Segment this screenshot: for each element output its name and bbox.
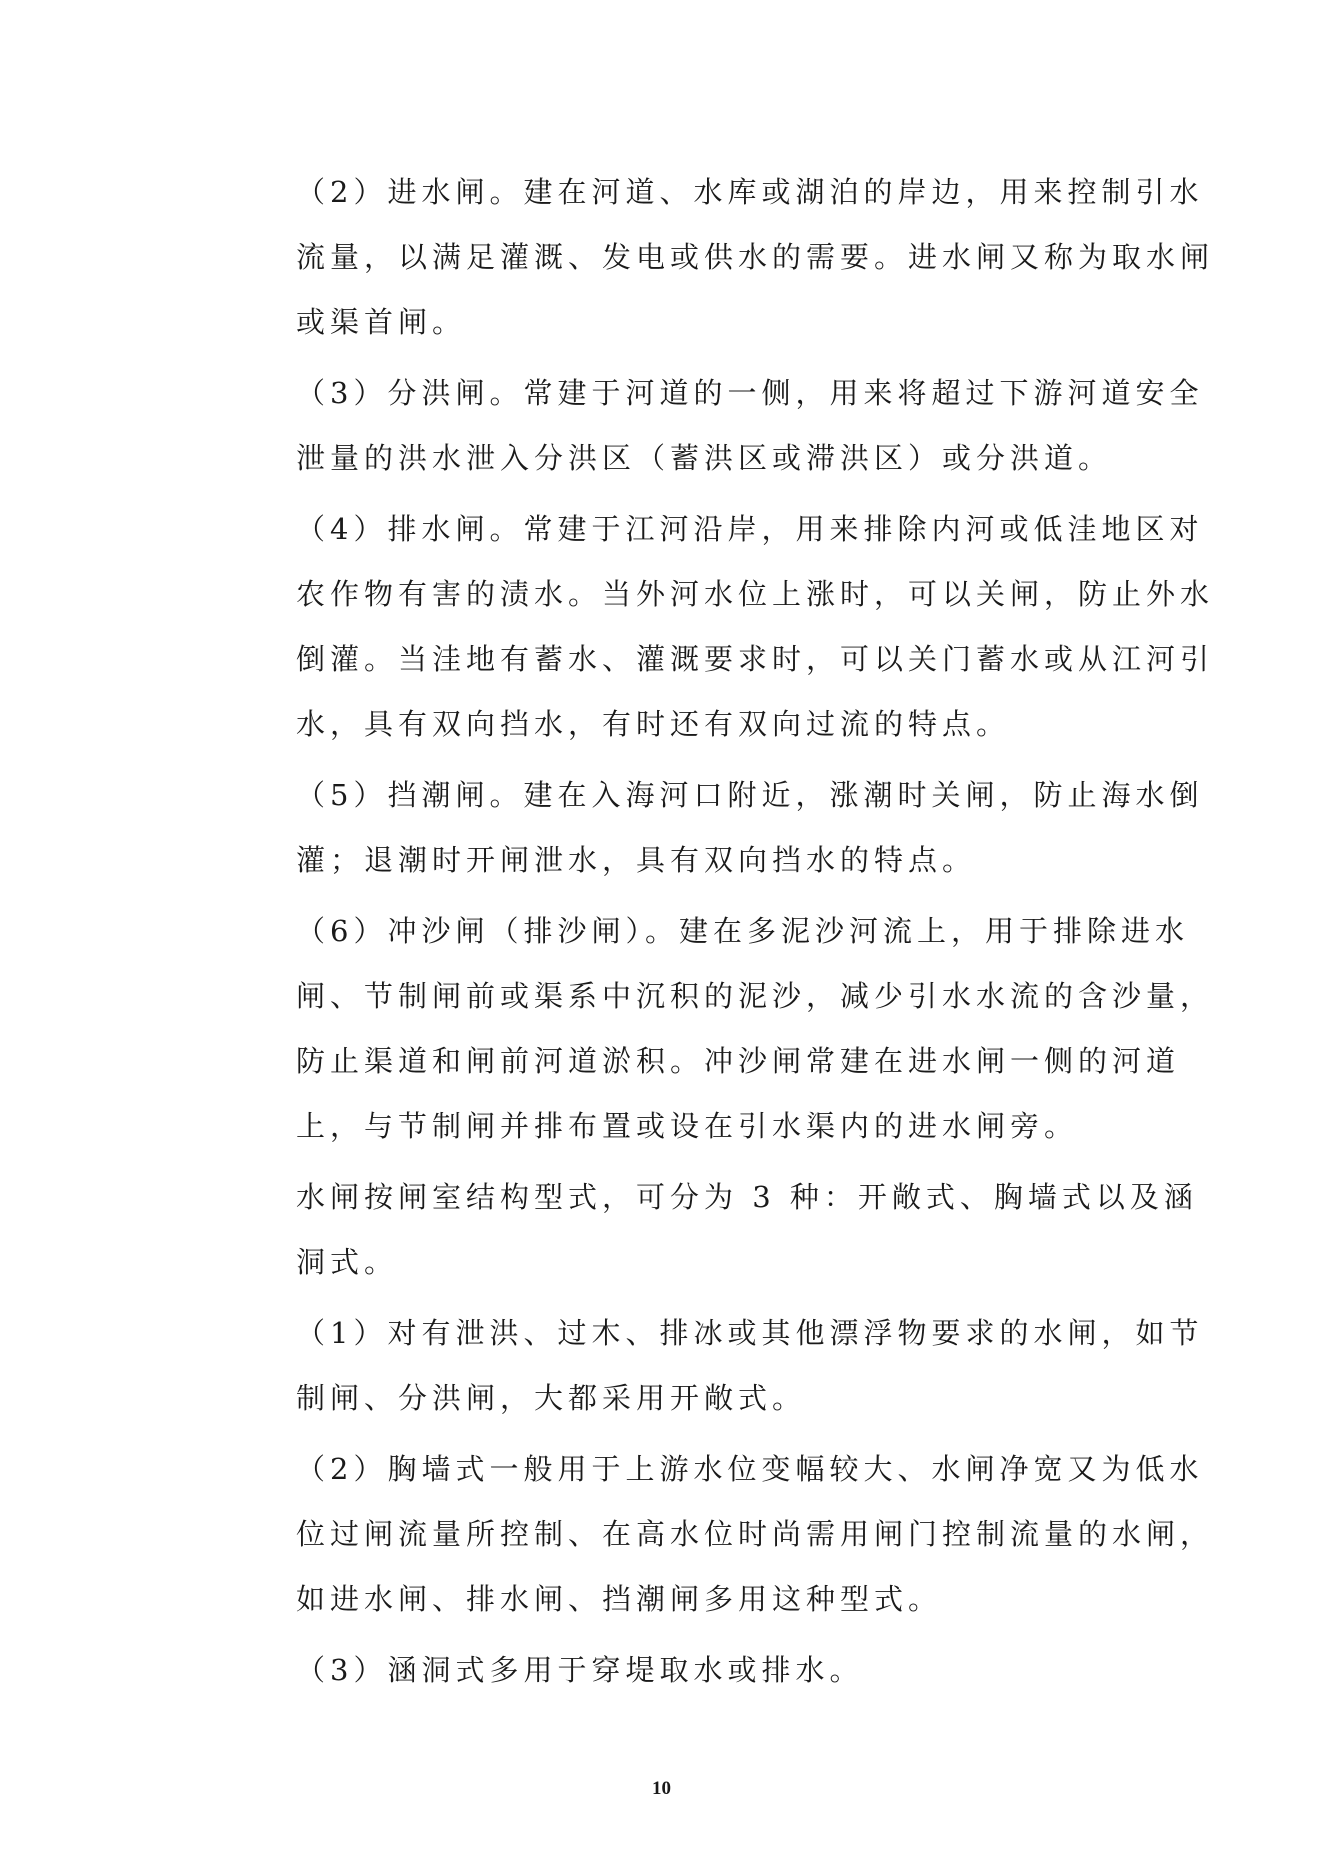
paragraph-open-type: （1）对有泄洪、过木、排冰或其他漂浮物要求的水闸，如节制闸、分洪闸，大都采用开敞式。 bbox=[296, 1316, 1204, 1415]
paragraph-flushing-sluice: （6）冲沙闸（排沙闸）。建在多泥沙河流上，用于排除进水闸、节制闸前或渠系中沉积的泥沙，减少引水水流的含沙量，防止渠道和闸前河道淤积。冲沙闸常建在进水闸一侧的河道上，与节制闸并排布置或设在引水渠内的进水闸旁。 bbox=[296, 914, 1215, 1143]
paragraph-drainage-sluice: （4）排水闸。常建于江河沿岸，用来排除内河或低洼地区对农作物有害的渍水。当外河水位上涨时，可以关闸，防止外水倒灌。当洼地有蓄水、灌溉要求时，可以关门蓄水或从江河引水，具有双向挡水，有时还有双向过流的特点。 bbox=[296, 512, 1215, 741]
paragraph-structure-types: 水闸按闸室结构型式，可分为 3 种：开敞式、胸墙式以及涵洞式。 bbox=[296, 1180, 1198, 1279]
paragraph-breast-wall-type: （2）胸墙式一般用于上游水位变幅较大、水闸净宽又为低水位过闸流量所控制、在高水位时尚需用闸门控制流量的水闸，如进水闸、排水闸、挡潮闸多用这种型式。 bbox=[296, 1452, 1215, 1616]
paragraph-culvert-type: （3）涵洞式多用于穿堤取水或排水。 bbox=[296, 1653, 864, 1687]
body-text bbox=[296, 160, 1216, 1709]
paragraph-flood-diversion-sluice: （3）分洪闸。常建于河道的一侧，用来将超过下游河道安全泄量的洪水泄入分洪区（蓄洪区或滞洪区）或分洪道。 bbox=[296, 376, 1204, 475]
paragraph-tide-sluice: （5）挡潮闸。建在入海河口附近，涨潮时关闸，防止海水倒灌；退潮时开闸泄水，具有双向挡水的特点。 bbox=[296, 778, 1204, 877]
paragraph-intake-sluice: （2）进水闸。建在河道、水库或湖泊的岸边，用来控制引水流量，以满足灌溉、发电或供水的需要。进水闸又称为取水闸或渠首闸。 bbox=[296, 175, 1215, 339]
page-number: 10 bbox=[652, 1778, 671, 1799]
